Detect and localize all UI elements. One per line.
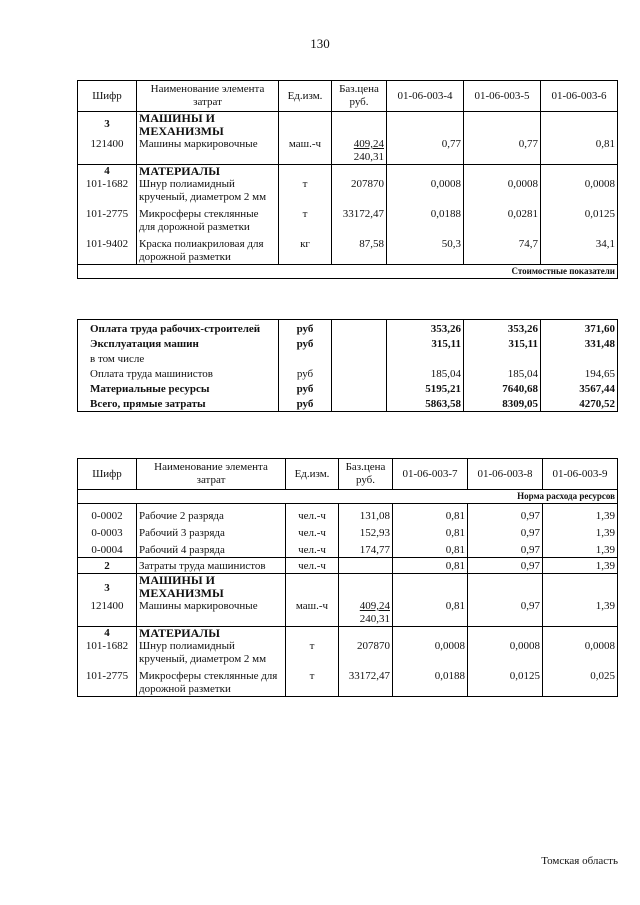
row-name: Машины маркировочные <box>137 138 279 165</box>
row-value-3: 0,0125 <box>541 204 618 234</box>
section-title: МАТЕРИАЛЫ <box>137 627 286 641</box>
row-unit: чел.-ч <box>286 504 339 524</box>
table-row <box>78 234 618 265</box>
row-value-1: 0,81 <box>393 523 468 540</box>
row-value-2: 0,97 <box>468 504 543 524</box>
row-price: 207870 <box>332 178 387 204</box>
row-unit: маш.-ч <box>279 138 332 165</box>
totals-price <box>332 351 387 366</box>
totals-unit: руб <box>279 381 332 396</box>
totals-unit: руб <box>279 336 332 351</box>
row-name: Затраты труда машинистов <box>137 558 286 574</box>
row-value-1: 50,3 <box>387 234 464 265</box>
row-unit: т <box>286 666 339 697</box>
totals-value-1: 185,04 <box>387 366 464 381</box>
row-value-2: 0,0125 <box>468 666 543 697</box>
row-code: 0-0004 <box>78 540 137 558</box>
table-row <box>78 558 618 574</box>
row-unit: т <box>286 640 339 666</box>
row-price: 33172,47 <box>332 204 387 234</box>
row-price: 131,08 <box>339 504 393 524</box>
totals-value-2: 7640,68 <box>464 381 541 396</box>
table-row <box>78 523 618 540</box>
row-code: 101-1682 <box>78 178 137 204</box>
row-value-2: 74,7 <box>464 234 541 265</box>
row-value-2: 0,0008 <box>464 178 541 204</box>
row-value-2: 0,0281 <box>464 204 541 234</box>
table-row <box>78 504 618 524</box>
row-price <box>332 138 387 165</box>
totals-table <box>77 319 618 412</box>
row-code: 2 <box>78 558 137 574</box>
col-header-price: Баз.цена руб. <box>332 81 387 112</box>
row-code: 0-0003 <box>78 523 137 540</box>
row-name: Машины маркировочные <box>137 600 286 627</box>
table-row <box>78 600 618 627</box>
row-value-1: 0,81 <box>393 558 468 574</box>
row-value-3: 0,0008 <box>541 178 618 204</box>
totals-value-1 <box>387 351 464 366</box>
totals-price <box>332 320 387 337</box>
totals-price <box>332 396 387 412</box>
section-row <box>78 574 618 601</box>
row-value-1: 0,81 <box>393 504 468 524</box>
totals-name: Оплата труда рабочих-строителей <box>78 320 279 337</box>
price-value: 409,24 <box>353 138 384 150</box>
totals-unit: руб <box>279 366 332 381</box>
row-value-3: 0,025 <box>543 666 618 697</box>
region-footer: Томская область <box>541 855 618 867</box>
row-name: Рабочие 2 разряда <box>137 504 286 524</box>
row-value-3: 0,81 <box>541 138 618 165</box>
row-value-1: 0,0008 <box>393 640 468 666</box>
col-header-name: Наименование элемента затрат <box>137 81 279 112</box>
row-name: Шнур полиамидный крученый, диаметром 2 мм <box>137 178 279 204</box>
col-header-norm-3: 01-06-003-6 <box>541 81 618 112</box>
totals-value-3 <box>541 351 618 366</box>
page-number: 130 <box>310 36 330 51</box>
col-header-norm-2: 01-06-003-5 <box>464 81 541 112</box>
totals-price <box>332 366 387 381</box>
row-value-2: 0,97 <box>468 600 543 627</box>
totals-price <box>332 336 387 351</box>
totals-value-1: 353,26 <box>387 320 464 337</box>
totals-unit: руб <box>279 320 332 337</box>
table-row <box>78 204 618 234</box>
row-value-1: 0,0188 <box>387 204 464 234</box>
col-header-code: Шифр <box>78 459 137 490</box>
row-value-2: 0,97 <box>468 523 543 540</box>
row-code: 121400 <box>78 600 137 627</box>
col-header-unit: Ед.изм. <box>279 81 332 112</box>
totals-value-1: 5863,58 <box>387 396 464 412</box>
row-name: Рабочий 3 разряда <box>137 523 286 540</box>
price-secondary: 240,31 <box>353 151 384 163</box>
row-price: 174,77 <box>339 540 393 558</box>
row-unit: чел.-ч <box>286 540 339 558</box>
totals-name: Оплата труда машинистов <box>78 366 279 381</box>
row-value-2: 0,97 <box>468 540 543 558</box>
row-value-2: 0,0008 <box>468 640 543 666</box>
table-row <box>78 540 618 558</box>
totals-row <box>78 381 618 396</box>
totals-name: Материальные ресурсы <box>78 381 279 396</box>
row-code: 101-2775 <box>78 666 137 697</box>
totals-value-3: 331,48 <box>541 336 618 351</box>
totals-name: Эксплуатация машин <box>78 336 279 351</box>
totals-row <box>78 366 618 381</box>
table-header-row <box>78 459 618 490</box>
row-value-3: 34,1 <box>541 234 618 265</box>
section-title: МАШИНЫ И МЕХАНИЗМЫ <box>137 574 286 601</box>
row-name: Рабочий 4 разряда <box>137 540 286 558</box>
totals-value-1: 315,11 <box>387 336 464 351</box>
totals-value-3: 371,60 <box>541 320 618 337</box>
price-value: 409,24 <box>359 600 390 612</box>
resource-table-2 <box>77 458 618 697</box>
table-row <box>78 666 618 697</box>
section-title: МАШИНЫ И МЕХАНИЗМЫ <box>137 112 279 139</box>
totals-value-1: 5195,21 <box>387 381 464 396</box>
row-price: 87,58 <box>332 234 387 265</box>
subheader-label: Норма расхода ресурсов <box>78 490 618 504</box>
row-unit: т <box>279 178 332 204</box>
row-value-3: 1,39 <box>543 504 618 524</box>
row-value-1: 0,81 <box>393 540 468 558</box>
table-header-row <box>78 81 618 112</box>
totals-value-3: 194,65 <box>541 366 618 381</box>
totals-unit: руб <box>279 396 332 412</box>
col-header-price: Баз.цена руб. <box>339 459 393 490</box>
totals-price <box>332 381 387 396</box>
totals-row <box>78 396 618 412</box>
row-name: Краска полиакриловая для дорожной разметки <box>137 234 279 265</box>
section-code: 3 <box>78 574 137 601</box>
totals-unit <box>279 351 332 366</box>
row-name: Шнур полиамидный крученый, диаметром 2 мм <box>137 640 286 666</box>
section-row <box>78 165 618 179</box>
row-unit: чел.-ч <box>286 558 339 574</box>
col-header-unit: Ед.изм. <box>286 459 339 490</box>
row-code: 101-2775 <box>78 204 137 234</box>
totals-row <box>78 351 618 366</box>
row-unit: кг <box>279 234 332 265</box>
totals-value-2 <box>464 351 541 366</box>
row-code: 101-9402 <box>78 234 137 265</box>
totals-value-2: 315,11 <box>464 336 541 351</box>
col-header-norm-1: 01-06-003-7 <box>393 459 468 490</box>
row-value-3: 0,0008 <box>543 640 618 666</box>
col-header-name: Наименование элемента затрат <box>137 459 286 490</box>
section-code: 4 <box>78 165 137 179</box>
resource-table-1 <box>77 80 618 279</box>
table-row <box>78 640 618 666</box>
col-header-code: Шифр <box>78 81 137 112</box>
row-code: 121400 <box>78 138 137 165</box>
totals-value-3: 4270,52 <box>541 396 618 412</box>
row-unit: т <box>279 204 332 234</box>
row-value-2: 0,77 <box>464 138 541 165</box>
subheader-row <box>78 265 618 279</box>
subheader-label: Стоимостные показатели <box>78 265 618 279</box>
section-title: МАТЕРИАЛЫ <box>137 165 279 179</box>
row-value-1: 0,0188 <box>393 666 468 697</box>
row-value-1: 0,81 <box>393 600 468 627</box>
totals-row <box>78 336 618 351</box>
totals-row <box>78 320 618 337</box>
col-header-norm-1: 01-06-003-4 <box>387 81 464 112</box>
row-value-3: 1,39 <box>543 600 618 627</box>
table-row <box>78 178 618 204</box>
row-value-3: 1,39 <box>543 540 618 558</box>
price-secondary: 240,31 <box>359 613 390 625</box>
row-name: Микросферы стеклянные для дорожной разметки <box>137 666 286 697</box>
row-value-2: 0,97 <box>468 558 543 574</box>
totals-name: Всего, прямые затраты <box>78 396 279 412</box>
totals-name: в том числе <box>78 351 279 366</box>
row-value-3: 1,39 <box>543 523 618 540</box>
col-header-norm-3: 01-06-003-9 <box>543 459 618 490</box>
section-row <box>78 112 618 139</box>
row-code: 0-0002 <box>78 504 137 524</box>
table-row <box>78 138 618 165</box>
row-unit: маш.-ч <box>286 600 339 627</box>
row-price <box>339 600 393 627</box>
totals-value-2: 185,04 <box>464 366 541 381</box>
totals-value-3: 3567,44 <box>541 381 618 396</box>
section-row <box>78 627 618 641</box>
totals-value-2: 353,26 <box>464 320 541 337</box>
row-value-1: 0,0008 <box>387 178 464 204</box>
row-price: 207870 <box>339 640 393 666</box>
row-unit: чел.-ч <box>286 523 339 540</box>
col-header-norm-2: 01-06-003-8 <box>468 459 543 490</box>
row-code: 101-1682 <box>78 640 137 666</box>
row-price: 33172,47 <box>339 666 393 697</box>
subheader-row <box>78 490 618 504</box>
row-price: 152,93 <box>339 523 393 540</box>
section-code: 4 <box>78 627 137 641</box>
section-code: 3 <box>78 112 137 139</box>
totals-value-2: 8309,05 <box>464 396 541 412</box>
row-name: Микросферы стеклянные для дорожной разметки <box>137 204 279 234</box>
row-value-3: 1,39 <box>543 558 618 574</box>
row-value-1: 0,77 <box>387 138 464 165</box>
